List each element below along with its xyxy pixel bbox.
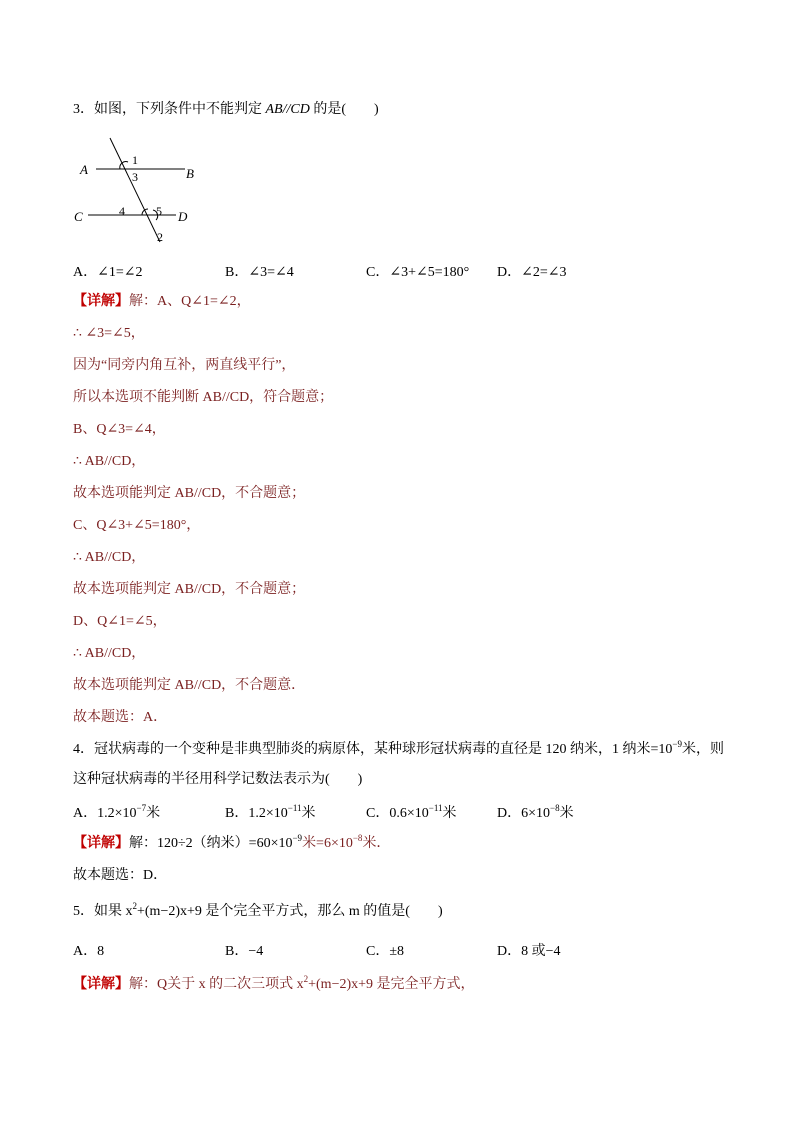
q3-answer: 故本题选：A． bbox=[73, 710, 168, 725]
q4-answer: 故本题选：D． bbox=[73, 868, 168, 883]
q3-explain-line-2: ∴ ∠3=∠5， bbox=[73, 326, 145, 341]
label-b: B bbox=[186, 166, 194, 181]
q3-explain-line-10: 故本选项能判定 AB//CD，不合题意； bbox=[73, 582, 306, 597]
q4-option-c[interactable]: C．$0.6\times 10^{-11}$米 bbox=[366, 803, 457, 821]
q4-option-b[interactable]: B．$1.2\times 10^{-11}$米 bbox=[225, 803, 316, 821]
q3-explain-line-8: C、Q∠3+∠5=180°， bbox=[73, 518, 201, 533]
q5-option-a[interactable]: A．8 bbox=[73, 944, 105, 959]
q3-figure bbox=[70, 130, 210, 250]
q5-option-c[interactable]: C．±8 bbox=[366, 944, 405, 959]
q5-explain-line-1: 【详解】解：Q关于 x 的二次三项式 $x^2+(m-2)x+9$ 是完全平方式， bbox=[73, 974, 475, 992]
q3-explain-line-12: ∴ AB//CD， bbox=[73, 646, 146, 661]
q3-option-d[interactable]: D．∠2=∠3 bbox=[497, 265, 567, 280]
q3-explain-line-7: 故本选项能判定 AB//CD，不合题意； bbox=[73, 486, 306, 501]
label-angle-2: 2 bbox=[157, 230, 163, 244]
q3-explain-line-1: 【详解】解：A、Q∠1=∠2， bbox=[73, 294, 251, 309]
label-angle-3: 3 bbox=[132, 170, 138, 184]
q4-option-d[interactable]: D．$6\times 10^{-8}$米 bbox=[497, 803, 574, 821]
q3-explain-line-6: ∴ AB//CD， bbox=[73, 454, 146, 469]
q3-option-b[interactable]: B．∠3=∠4 bbox=[225, 265, 294, 280]
q4-stem-line-2: 这种冠状病毒的半径用科学记数法表示为( ) bbox=[73, 772, 363, 787]
label-angle-5: 5 bbox=[156, 204, 162, 218]
label-angle-4: 4 bbox=[119, 204, 125, 218]
q3-explain-line-11: D、Q∠1=∠5， bbox=[73, 614, 167, 629]
q3-explain-line-5: B、Q∠3=∠4， bbox=[73, 422, 166, 437]
q4-option-a[interactable]: A．$1.2\times 10^{-7}$米 bbox=[73, 803, 161, 821]
label-angle-1: 1 bbox=[132, 153, 138, 167]
q5-option-d[interactable]: D．8 或−4 bbox=[497, 944, 561, 959]
q5-stem: 5．如果 $x^2+(m-2)x+9$ 是个完全平方式，那么 m 的值是( ) bbox=[73, 901, 443, 919]
q4-stem-line-1: 4．冠状病毒的一个变种是非典型肺炎的病原体，某种球形冠状病毒的直径是 120 纳米，1 纳米$=10^{-9}$米，则 bbox=[73, 739, 724, 757]
label-c: C bbox=[74, 209, 83, 224]
q5-option-b[interactable]: B．−4 bbox=[225, 944, 264, 959]
label-d: D bbox=[178, 209, 188, 224]
q3-option-a[interactable]: A．∠1=∠2 bbox=[73, 265, 143, 280]
q3-explain-line-3: 因为“同旁内角互补，两直线平行”， bbox=[73, 358, 296, 373]
q3-option-c[interactable]: C．∠3+∠5=180° bbox=[366, 265, 470, 280]
q3-explain-line-13: 故本选项能判定 AB//CD，不合题意． bbox=[73, 678, 306, 693]
q4-explain-line-1: 【详解】解：120÷2（纳米）$=60\times 10^{-9}$米$=6\times 10^{-8}$米． bbox=[73, 833, 391, 851]
q3-explain-line-9: ∴ AB//CD， bbox=[73, 550, 146, 565]
q3-stem: 3．如图，下列条件中不能判定 AB//CD 的是( ) bbox=[73, 102, 379, 117]
q3-explain-line-4: 所以本选项不能判断 AB//CD，符合题意； bbox=[73, 390, 334, 405]
label-a: A bbox=[80, 162, 88, 177]
